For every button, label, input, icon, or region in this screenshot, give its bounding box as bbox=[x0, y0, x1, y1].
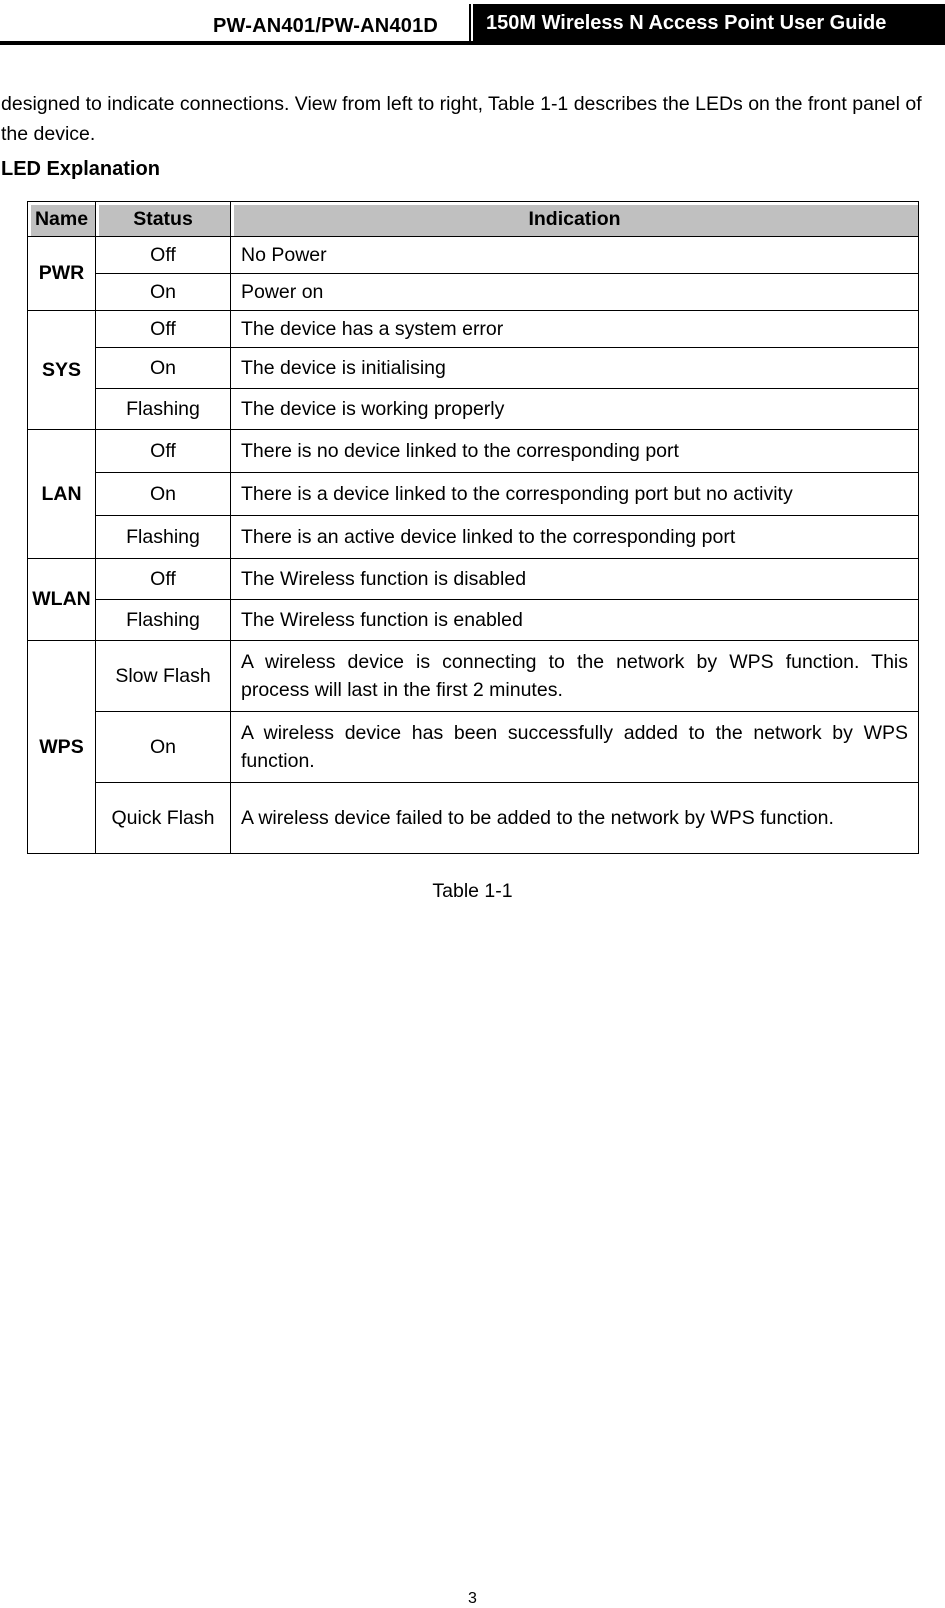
status-cell: On bbox=[96, 473, 231, 516]
table-row bbox=[28, 783, 919, 854]
header-separator bbox=[469, 4, 471, 42]
status-cell: On bbox=[96, 348, 231, 389]
page-header bbox=[0, 0, 945, 46]
indication-cell: The device is working properly bbox=[231, 389, 919, 430]
page-number: 3 bbox=[468, 1590, 477, 1607]
status-cell: Slow Flash bbox=[96, 641, 231, 712]
table-row bbox=[28, 473, 919, 516]
section-title: LED Explanation bbox=[1, 158, 160, 180]
table-row bbox=[28, 559, 919, 600]
indication-cell: No Power bbox=[231, 237, 919, 274]
indication-cell: The device is initialising bbox=[231, 348, 919, 389]
led-name-wlan: WLAN bbox=[28, 559, 96, 641]
indication-cell: There is a device linked to the corresponding port but no activity bbox=[231, 473, 919, 516]
col-header-indication: Indication bbox=[231, 202, 919, 237]
header-model: PW-AN401/PW-AN401D bbox=[213, 15, 439, 37]
table-row bbox=[28, 641, 919, 712]
indication-cell: A wireless device is connecting to the network by WPS function. This process will last in the first 2 minutes. bbox=[231, 641, 919, 712]
status-cell: On bbox=[96, 274, 231, 311]
status-cell: Flashing bbox=[96, 389, 231, 430]
indication-cell: There is no device linked to the corresponding port bbox=[231, 430, 919, 473]
indication-cell: A wireless device has been successfully added to the network by WPS function. bbox=[231, 712, 919, 783]
col-header-name: Name bbox=[28, 202, 96, 237]
led-name-wps: WPS bbox=[28, 641, 96, 854]
header-guide-title: 150M Wireless N Access Point User Guide bbox=[473, 4, 945, 42]
indication-cell: Power on bbox=[231, 274, 919, 311]
status-cell: On bbox=[96, 712, 231, 783]
table-row bbox=[28, 430, 919, 473]
indication-cell: The Wireless function is enabled bbox=[231, 600, 919, 641]
status-cell: Quick Flash bbox=[96, 783, 231, 854]
led-name-lan: LAN bbox=[28, 430, 96, 559]
table-row bbox=[28, 348, 919, 389]
col-header-status: Status bbox=[96, 202, 231, 237]
indication-cell: The device has a system error bbox=[231, 311, 919, 348]
status-cell: Flashing bbox=[96, 516, 231, 559]
status-cell: Off bbox=[96, 559, 231, 600]
status-cell: Off bbox=[96, 237, 231, 274]
led-name-sys: SYS bbox=[28, 311, 96, 430]
status-cell: Flashing bbox=[96, 600, 231, 641]
table-caption: Table 1-1 bbox=[432, 880, 513, 902]
table-header-row bbox=[28, 202, 919, 237]
intro-paragraph: designed to indicate connections. View from left to right, Table 1-1 describes the LEDs on the front panel of the device. bbox=[1, 93, 922, 145]
status-cell: Off bbox=[96, 430, 231, 473]
indication-cell: There is an active device linked to the corresponding port bbox=[231, 516, 919, 559]
led-table bbox=[27, 201, 919, 854]
table-row bbox=[28, 274, 919, 311]
table-row bbox=[28, 389, 919, 430]
indication-cell: A wireless device failed to be added to the network by WPS function. bbox=[231, 783, 919, 854]
table-row bbox=[28, 311, 919, 348]
header-rule bbox=[0, 41, 945, 45]
indication-cell: The Wireless function is disabled bbox=[231, 559, 919, 600]
table-row bbox=[28, 237, 919, 274]
status-cell: Off bbox=[96, 311, 231, 348]
table-row bbox=[28, 712, 919, 783]
table-row bbox=[28, 600, 919, 641]
led-name-pwr: PWR bbox=[28, 237, 96, 311]
table-row bbox=[28, 516, 919, 559]
